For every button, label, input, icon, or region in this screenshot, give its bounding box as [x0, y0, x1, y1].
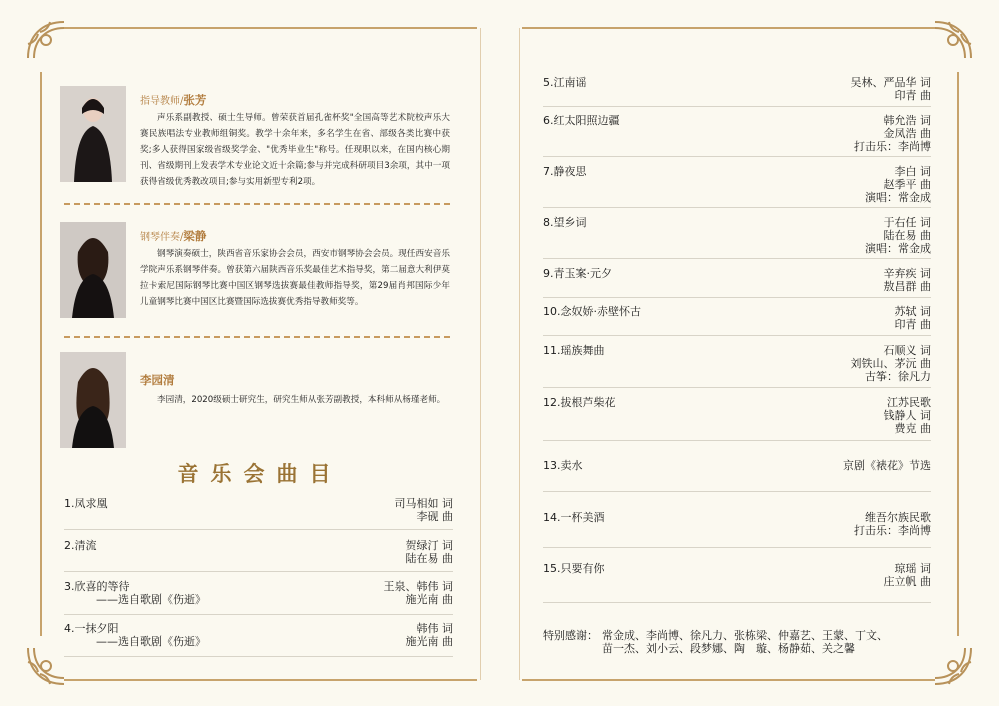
piece-credits: 韩允浩 词 金凤浩 曲 打击乐：李尚博: [854, 114, 931, 153]
program-entry: [64, 580, 453, 608]
piece-credits: 李白 词 赵季平 曲 演唱：常金成: [865, 165, 931, 204]
piece-title: 12.拔根芦柴花: [543, 396, 616, 409]
frame-left: [40, 72, 42, 636]
divider: [64, 203, 450, 205]
bio-role: 李园清: [140, 373, 175, 387]
corner-ornament-icon: [24, 644, 68, 688]
piece-credits: 于右任 词 陆在易 曲 演唱：常金成: [865, 216, 931, 255]
frame-top-left: [64, 27, 477, 29]
program-entry: [64, 622, 453, 650]
piece-credits: 吴林、严品华 词 印青 曲: [850, 76, 931, 102]
thanks-names: 苗一杰、刘小云、段梦娜、陶 璇、杨静茹、关之馨: [602, 642, 855, 655]
piece-title: 14.一杯美酒: [543, 511, 605, 524]
portrait-photo: [60, 352, 126, 448]
piece-title: 15.只要有你: [543, 562, 605, 575]
portrait-photo: [60, 222, 126, 318]
piece-credits: 辛弃疾 词 敖昌群 曲: [883, 267, 931, 293]
piece-title: 1.凤求凰: [64, 497, 108, 510]
bio-liang-jing: [60, 222, 450, 322]
frame-bottom-left: [64, 679, 477, 681]
program-entry: [543, 459, 931, 475]
bio-zhang-fang: [60, 86, 450, 196]
frame-inner-left: [480, 28, 481, 680]
piece-credits: 江苏民歌 钱静人 词 费克 曲: [883, 396, 931, 435]
piece-title: 6.红太阳照边疆: [543, 114, 620, 127]
piece-credits: 石顺义 词 刘铁山、茅沅 曲 古筝：徐凡力: [850, 344, 931, 383]
bio-role: 钢琴伴奏/梁静: [140, 229, 207, 243]
piece-credits: 京剧《裱花》节选: [843, 459, 931, 472]
piece-credits: 贺绿汀 词 陆在易 曲: [405, 539, 453, 565]
program-entry: [64, 539, 453, 567]
piece-title: 11.瑶族舞曲: [543, 344, 605, 357]
corner-ornament-icon: [24, 18, 68, 62]
piece-title: 7.静夜思: [543, 165, 587, 178]
thanks-label: 特别感谢：: [543, 629, 598, 642]
piece-credits: 王泉、韩伟 词 施光南 曲: [383, 580, 453, 606]
corner-ornament-icon: [931, 644, 975, 688]
piece-credits: 琼瑶 词 庄立帆 曲: [883, 562, 931, 588]
bio-text: 钢琴演奏硕士，陕西省音乐家协会会员，西安市钢琴协会会员。现任西安音乐学院声乐系钢琴伴奏。曾获第六届陕西音乐奖最佳艺术指导奖，第二届意大利伊莫拉卡索尼国际钢琴比赛中国区钢琴选拔赛最佳教师指导奖，第29届肖邦国际少年儿童钢琴比赛中国区比赛暨国际选拔赛优秀指导教师奖等。: [140, 249, 450, 307]
program-entry: [543, 305, 931, 333]
piece-title: 4.一抹夕阳: [64, 622, 119, 635]
program-entry: [543, 511, 931, 539]
piece-title: 10.念奴娇·赤壁怀古: [543, 305, 641, 318]
piece-title: 3.欣喜的等待: [64, 580, 130, 593]
program-entry: [543, 344, 931, 384]
piece-title: 9.青玉案·元夕: [543, 267, 612, 280]
frame-right: [957, 72, 959, 636]
piece-title: 8.望乡词: [543, 216, 587, 229]
program-entry: [543, 562, 931, 590]
program-entry: [64, 497, 453, 525]
program-entry: [543, 76, 931, 104]
program-entry: [543, 165, 931, 205]
program-entry: [543, 216, 931, 256]
thanks-names: 常金成、李尚博、徐凡力、张栋梁、仲嘉艺、王蒙、丁文、: [602, 629, 888, 642]
program-title: 音乐会曲目: [177, 461, 343, 486]
program-entry: [543, 267, 931, 295]
bio-text: 李园清，2020级硕士研究生，研究生师从张芳副教授，本科师从杨瑾老师。: [157, 395, 446, 405]
bio-role: 指导教师/张芳: [140, 93, 207, 107]
piece-credits: 苏轼 词 印青 曲: [894, 305, 931, 331]
portrait-photo: [60, 86, 126, 182]
piece-subtitle: ——选自歌剧《伤逝》: [96, 593, 206, 606]
bio-text: 声乐系副教授、硕士生导师。曾荣获首届孔雀杯奖"全国高等艺术院校声乐大赛民族唱法专业教师组铜奖。教学十余年来，多名学生在省、部级各类比赛中获奖;多人获得国家级省级奖学金、"优秀毕业生"称号。任现职以来，在国内核心期刊、省级期刊上发表学术专业论文近十余篇;参与并完成科研项目3余项，其中一项获得省级优秀教改项目;参与实用新型专利2项。: [140, 113, 450, 187]
program-entry: [543, 396, 931, 436]
divider: [64, 336, 450, 338]
piece-title: 2.清流: [64, 539, 97, 552]
piece-title: 13.卖水: [543, 459, 583, 472]
frame-top-right: [522, 27, 935, 29]
frame-bottom-right: [522, 679, 935, 681]
piece-title: 5.江南谣: [543, 76, 587, 89]
program-entry: [543, 114, 931, 154]
piece-credits: 维吾尔族民歌 打击乐：李尚博: [854, 511, 931, 537]
piece-credits: 韩伟 词 施光南 曲: [405, 622, 453, 648]
piece-subtitle: ——选自歌剧《伤逝》: [96, 635, 206, 648]
piece-credits: 司马相如 词 李砚 曲: [394, 497, 453, 523]
bio-li-yuanqing: [60, 352, 450, 448]
corner-ornament-icon: [931, 18, 975, 62]
frame-inner-right: [519, 28, 520, 680]
